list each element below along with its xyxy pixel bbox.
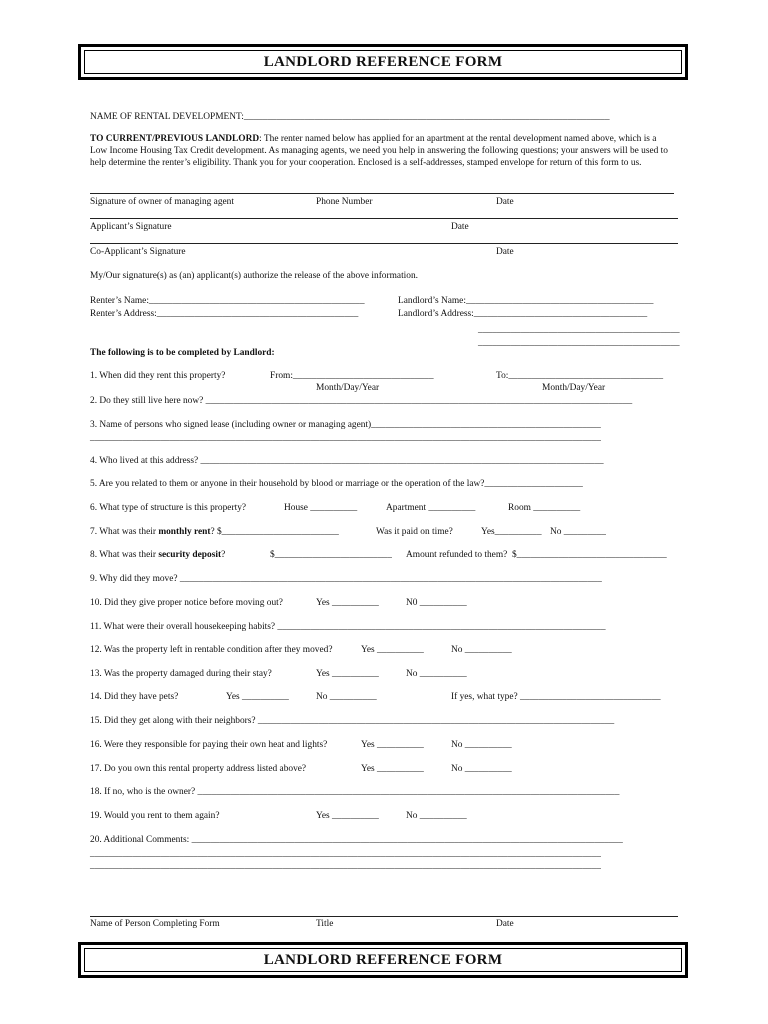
q10-label: 10. Did they give proper notice before moving out? (90, 598, 283, 608)
q15-field[interactable]: 15. Did they get along with their neighbors? ____________________________________________________________________________ (90, 716, 615, 726)
renter-name-field[interactable]: Renter’s Name:______________________________________________ (90, 296, 365, 306)
q3-extra-line[interactable]: _____________________________________________________________________________________________________________ (90, 433, 601, 443)
q6-room-field[interactable]: Room __________ (508, 503, 581, 513)
q7-prefix: 7. What was their (90, 527, 159, 537)
q7-label (90, 526, 339, 538)
applicant-date-label: Date (451, 222, 469, 232)
applicant-signature-label: Applicant’s Signature (90, 222, 172, 232)
completion-name-label: Name of Person Completing Form (90, 919, 220, 929)
landlord-section-heading: The following is to be completed by Landlord: (90, 348, 275, 358)
authorization-text: My/Our signature(s) as (an) applicant(s) authorize the release of the above information. (90, 271, 419, 281)
q8-prefix: 8. What was their (90, 550, 159, 560)
q13-yes-field[interactable]: Yes __________ (316, 669, 379, 679)
co-applicant-signature-label: Co-Applicant’s Signature (90, 247, 186, 257)
applicant-signature-line[interactable] (90, 218, 678, 219)
form-title: LANDLORD REFERENCE FORM (84, 50, 682, 74)
q19-label: 19. Would you rent to them again? (90, 811, 220, 821)
footer-title: LANDLORD REFERENCE FORM (84, 948, 682, 972)
q17-yes-field[interactable]: Yes __________ (361, 764, 424, 774)
footer-title-box (78, 942, 688, 978)
q16-label: 16. Were they responsible for paying their own heat and lights? (90, 740, 328, 750)
q6-label: 6. What type of structure is this property? (90, 503, 247, 513)
q8-bold: security deposit (158, 550, 222, 560)
owner-signature-label: Signature of owner of managing agent (90, 197, 234, 207)
q16-no-field[interactable]: No __________ (451, 740, 512, 750)
q10-no-field[interactable]: N0 __________ (406, 598, 467, 608)
q13-no-field[interactable]: No __________ (406, 669, 467, 679)
q1-to-field[interactable]: To:_________________________________ (496, 371, 664, 381)
q12-label: 12. Was the property left in rentable condition after they moved? (90, 645, 333, 655)
landlord-address-line-2[interactable]: ___________________________________________ (478, 325, 680, 335)
q7-bold: monthly rent (158, 527, 211, 537)
q8-refund-field[interactable]: Amount refunded to them? $________________________________ (406, 550, 667, 560)
completion-signature-line[interactable] (90, 916, 678, 917)
co-applicant-date-label: Date (496, 247, 514, 257)
q1-to-hint: Month/Day/Year (542, 383, 606, 393)
q17-no-field[interactable]: No __________ (451, 764, 512, 774)
q13-label: 13. Was the property damaged during their stay? (90, 669, 272, 679)
q6-house-field[interactable]: House __________ (284, 503, 358, 513)
header-title-box (78, 44, 688, 80)
q8-suffix: ? (221, 550, 226, 560)
landlord-address-line-3[interactable]: ___________________________________________ (478, 338, 680, 348)
q1-from-hint: Month/Day/Year (316, 383, 380, 393)
q16-yes-field[interactable]: Yes __________ (361, 740, 424, 750)
q20-field[interactable]: 20. Additional Comments: ____________________________________________________________________________________________ (90, 835, 623, 845)
q6-apartment-field[interactable]: Apartment __________ (386, 503, 476, 513)
landlord-address-field[interactable]: Landlord’s Address:_____________________________________ (398, 309, 648, 319)
q1-from-field[interactable]: From:______________________________ (270, 371, 434, 381)
q10-yes-field[interactable]: Yes __________ (316, 598, 379, 608)
q18-field[interactable]: 18. If no, who is the owner? __________________________________________________________________________________________ (90, 787, 620, 797)
q4-field[interactable]: 4. Who lived at this address? ______________________________________________________________________________________ (90, 456, 604, 466)
to-landlord-heading: TO CURRENT/PREVIOUS LANDLORD (90, 134, 260, 144)
to-landlord-text: : The renter named below has applied for an apartment at the rental development named above, which is a Low Income Housing Tax Credit development. As managing agents, we need you help in answering the following questions; your answers will be used to help determine the renter’s eligibility. Thank you for your cooperation. Enclosed is a self-addresses, stamped envelope for return of this form to us. (90, 134, 668, 168)
q19-yes-field[interactable]: Yes __________ (316, 811, 379, 821)
q14-yes-field[interactable]: Yes __________ (226, 692, 289, 702)
q7-no-field[interactable]: No _________ (550, 527, 606, 537)
q2-field[interactable]: 2. Do they still live here now? ___________________________________________________________________________________________ (90, 396, 633, 406)
q1-label: 1. When did they rent this property? (90, 371, 226, 381)
renter-address-field[interactable]: Renter’s Address:___________________________________________ (90, 309, 359, 319)
q5-field[interactable]: 5. Are you related to them or anyone in their household by blood or marriage or the operation of the law?_____________________ (90, 479, 583, 489)
q7-rent-field[interactable]: ? $_________________________ (210, 527, 339, 537)
co-applicant-signature-line[interactable] (90, 243, 678, 244)
q8-amount-field[interactable]: $_________________________ (270, 550, 392, 560)
q12-no-field[interactable]: No __________ (451, 645, 512, 655)
q3-field[interactable]: 3. Name of persons who signed lease (including owner or managing agent)_________________________________________________ (90, 420, 601, 430)
q14-label: 14. Did they have pets? (90, 692, 179, 702)
q14-no-field[interactable]: No __________ (316, 692, 377, 702)
owner-date-label: Date (496, 197, 514, 207)
q20-line-2[interactable]: _____________________________________________________________________________________________________________ (90, 849, 601, 859)
q12-yes-field[interactable]: Yes __________ (361, 645, 424, 655)
q9-field[interactable]: 9. Why did they move? __________________________________________________________________________________________ (90, 574, 602, 584)
q19-no-field[interactable]: No __________ (406, 811, 467, 821)
landlord-name-field[interactable]: Landlord’s Name:________________________________________ (398, 296, 654, 306)
rental-development-field[interactable]: NAME OF RENTAL DEVELOPMENT:______________________________________________________________________________ (90, 112, 610, 122)
q7-yes-field[interactable]: Yes__________ (481, 527, 542, 537)
phone-number-label: Phone Number (316, 197, 373, 207)
q11-field[interactable]: 11. What were their overall housekeeping habits? ______________________________________________________________________ (90, 622, 606, 632)
owner-signature-line[interactable] (90, 193, 674, 194)
q17-label: 17. Do you own this rental property address listed above? (90, 764, 307, 774)
completion-date-label: Date (496, 919, 514, 929)
q8-label (90, 549, 225, 561)
q7-paid-label: Was it paid on time? (376, 527, 453, 537)
q14-type-field[interactable]: If yes, what type? ______________________________ (451, 692, 661, 702)
q20-line-3[interactable]: _____________________________________________________________________________________________________________ (90, 861, 601, 871)
completion-title-label: Title (316, 919, 334, 929)
landlord-intro-paragraph (90, 133, 670, 169)
